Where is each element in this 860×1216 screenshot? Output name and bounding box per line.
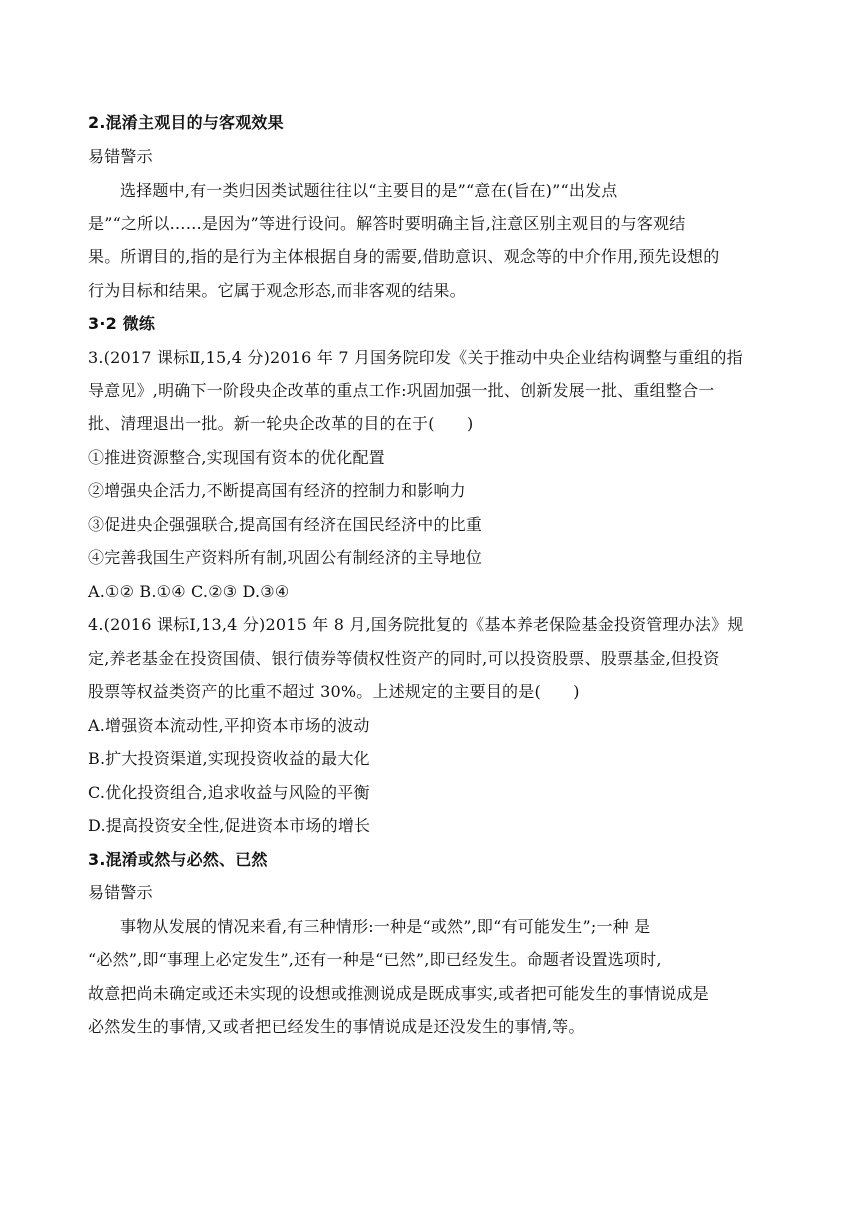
question-3-item: ④完善我国生产资料所有制,巩固公有制经济的主导地位	[88, 548, 483, 567]
section-2-paragraph-line: 选择题中,有一类归因类试题往往以“主要目的是”“意在(旨在)”“出发点	[120, 181, 618, 200]
question-3-item: ①推进资源整合,实现国有资本的优化配置	[88, 448, 385, 467]
question-3-options: A.①② B.①④ C.②③ D.③④	[88, 582, 290, 601]
question-4-option-d: D.提高投资安全性,促进资本市场的增长	[88, 816, 371, 835]
section-3-paragraph-line: 事物从发展的情况来看,有三种情形:一种是“或然”,即“有可能发生”;一种 是	[120, 917, 651, 936]
section-2-heading: 2.混淆主观目的与客观效果	[88, 113, 284, 132]
question-3-stem-line: 3.(2017 课标Ⅱ,15,4 分)2016 年 7 月国务院印发《关于推动中央企业结构调整与重组的指	[88, 348, 743, 367]
practice-heading: 3·2 微练	[88, 314, 156, 333]
question-4-option-c: C.优化投资组合,追求收益与风险的平衡	[88, 783, 370, 802]
question-3-item: ③促进央企强强联合,提高国有经济在国民经济中的比重	[88, 515, 483, 534]
section-2-paragraph-line: 行为目标和结果。它属于观念形态,而非客观的结果。	[88, 281, 466, 300]
section-3-paragraph-line: “必然”,即“事理上必定发生”,还有一种是“已然”,即已经发生。命题者设置选项时,	[88, 950, 662, 969]
question-3-stem-line: 批、清理退出一批。新一轮央企改革的目的在于( )	[88, 414, 474, 433]
section-2-paragraph-line: 果。所谓目的,指的是行为主体根据自身的需要,借助意识、观念等的中介作用,预先设想的	[88, 247, 720, 266]
question-4-stem-line: 4.(2016 课标Ⅰ,13,4 分)2015 年 8 月,国务院批复的《基本养老保险基金投资管理办法》规	[88, 615, 744, 634]
question-4-option-a: A.增强资本流动性,平抑资本市场的波动	[88, 716, 370, 735]
question-4-option-b: B.扩大投资渠道,实现投资收益的最大化	[88, 749, 370, 768]
section-3-paragraph-line: 必然发生的事情,又或者把已经发生的事情说成是还没发生的事情,等。	[88, 1017, 585, 1036]
section-2-warning-label: 易错警示	[88, 147, 153, 166]
question-4-stem-line: 定,养老基金在投资国债、银行债券等债权性资产的同时,可以投资股票、股票基金,但投资	[88, 649, 720, 668]
question-3-stem-line: 导意见》,明确下一阶段央企改革的重点工作:巩固加强一批、创新发展一批、重组整合一	[88, 381, 715, 400]
question-4-stem-line: 股票等权益类资产的比重不超过 30%。上述规定的主要目的是( )	[88, 682, 580, 701]
section-2-paragraph-line: 是”“之所以……是因为”等进行设问。解答时要明确主旨,注意区别主观目的与客观结	[88, 214, 686, 233]
section-3-warning-label: 易错警示	[88, 883, 153, 902]
section-3-paragraph-line: 故意把尚未确定或还未实现的设想或推测说成是既成事实,或者把可能发生的事情说成是	[88, 984, 709, 1003]
question-3-item: ②增强央企活力,不断提高国有经济的控制力和影响力	[88, 481, 466, 500]
section-3-heading: 3.混淆或然与必然、已然	[88, 850, 268, 869]
